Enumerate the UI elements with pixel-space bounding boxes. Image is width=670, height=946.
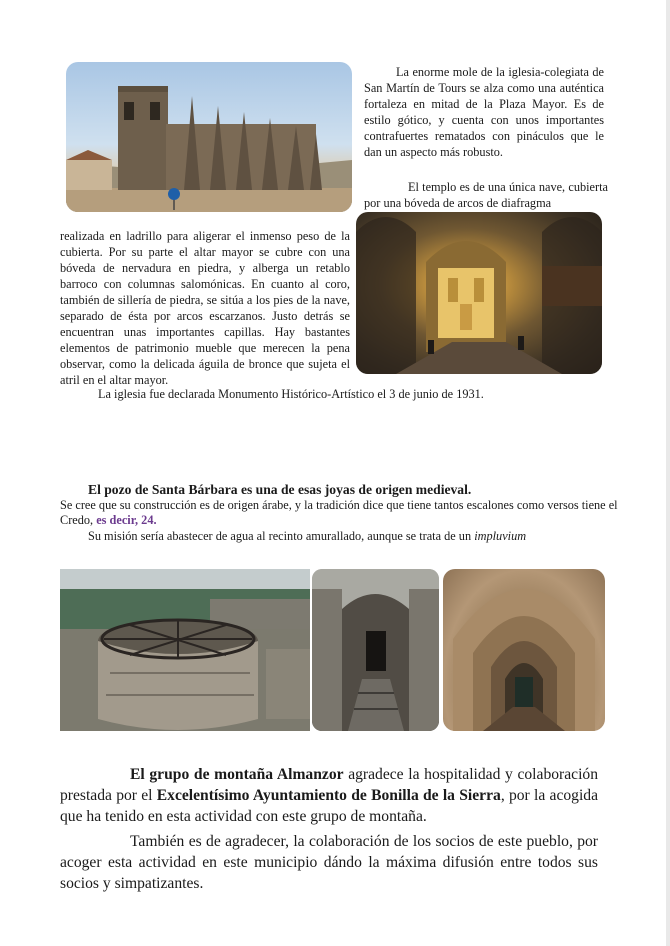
grupo-almanzor: El grupo de montaña Almanzor bbox=[130, 766, 344, 783]
closing-text-1: agradece la hospitalidad y colaboración prestada por el bbox=[60, 766, 598, 804]
pozo-section bbox=[60, 482, 620, 544]
nave-paragraph-start bbox=[364, 179, 608, 211]
pozo-heading: El pozo de Santa Bárbara es una de esas joyas de origen medieval. bbox=[88, 482, 472, 497]
ayuntamiento-name: Excelentísimo Ayuntamiento de Bonilla de la Sierra bbox=[156, 787, 501, 804]
closing-paragraph-1 bbox=[60, 764, 598, 827]
church-intro-paragraph bbox=[364, 64, 604, 160]
nave-cont-text: realizada en ladrillo para aligerar el inmenso peso de la cubierta. Por su parte el altar mayor se cubre con una bóveda de nervadura en piedra, y alberga un retablo barroco con columnas salomónicas. En cuanto al coro, también de sillería de piedra, se sitúa a los pies de la nave, separado de ésta por arcos escarzanos. Justo detrás se encuentran unas importantes capillas. Hay bastantes elementos de patrimonio mueble que merecen la pena observar, como la delicada águila de bronce que sujeta el atril en el altar mayor. bbox=[60, 229, 350, 387]
well-tunnel-photo bbox=[443, 569, 605, 731]
well-stairs-photo bbox=[312, 569, 439, 731]
nave-paragraph-continuation bbox=[60, 228, 350, 388]
church-interior-photo bbox=[356, 212, 602, 374]
well-exterior-photo bbox=[60, 569, 310, 731]
closing-paragraph-2: También es de agradecer, la colaboración de los socios de este pueblo, por acoger esta actividad en este municipio dándo la máxima difusión entre todos sus socios y simpatizantes. bbox=[60, 833, 598, 892]
pozo-line-1-text: Se cree que su construcción es de origen árabe, y la tradición dice que tiene tantos escalones como versos tiene el Credo, bbox=[60, 497, 618, 527]
church-exterior-photo bbox=[66, 62, 352, 212]
closing-section bbox=[60, 764, 598, 898]
monument-note bbox=[98, 386, 578, 402]
nave-start-text: El templo es de una única nave, cubierta por una bóveda de arcos de diafragma bbox=[364, 180, 608, 210]
church-intro-text: La enorme mole de la iglesia-colegiata de San Martín de Tours se alza como una auténtica fortaleza en mitad de la Plaza Mayor. Es de estilo gótico, y cuenta con unos importantes contrafuertes rematados con pináculos que le dan un aspecto más robusto. bbox=[364, 65, 604, 159]
pozo-line-1 bbox=[60, 498, 620, 529]
closing-text-2: , por la acogida que ha tenido en esta actividad con este grupo de montaña. bbox=[60, 787, 599, 825]
pozo-line-2-text: Su misión sería abastecer de agua al recinto amurallado, aunque se trata de un bbox=[88, 528, 472, 543]
monument-note-text: La iglesia fue declarada Monumento Histórico-Artístico el 3 de junio de 1931. bbox=[98, 387, 484, 401]
pozo-highlight: es decir, 24. bbox=[96, 513, 157, 527]
pozo-impluvium: impluvium bbox=[474, 528, 527, 543]
page-edge bbox=[666, 0, 670, 946]
pozo-line-2 bbox=[60, 529, 620, 545]
